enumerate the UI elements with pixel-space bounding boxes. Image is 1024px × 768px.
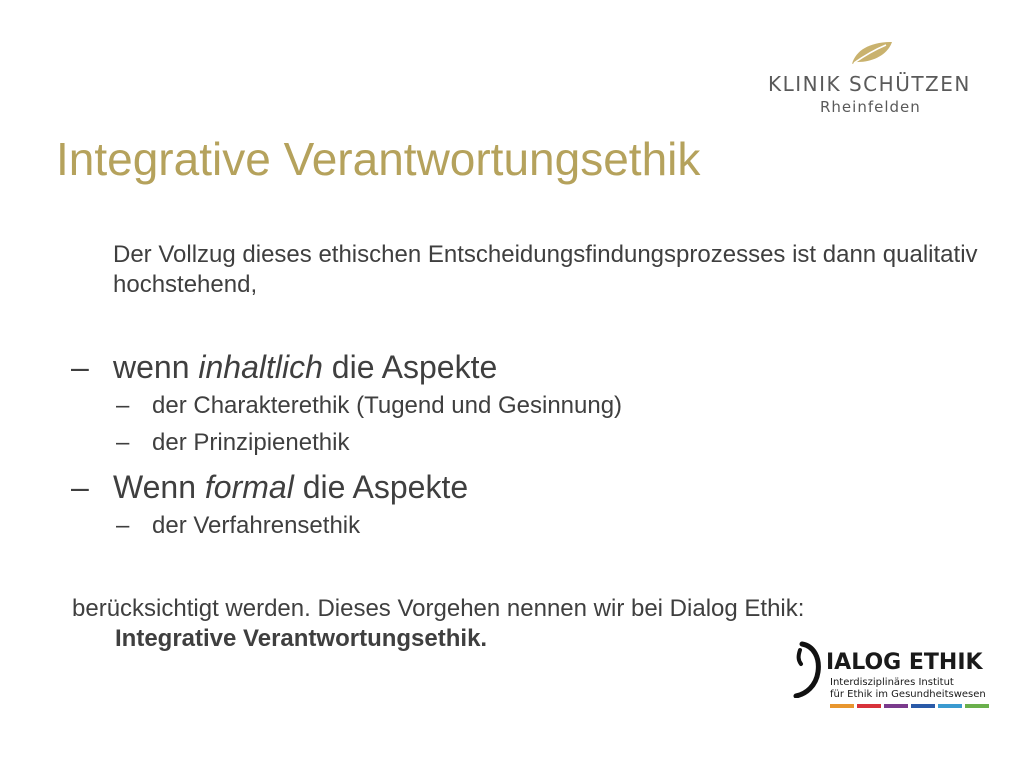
color-bar bbox=[857, 704, 881, 708]
sub-bullet-item bbox=[116, 392, 623, 420]
dialog-ethik-name: IALOG ETHIK bbox=[826, 650, 983, 675]
color-bars bbox=[830, 704, 989, 708]
sub-bullet-text: der Verfahrensethik bbox=[152, 512, 361, 539]
color-bar bbox=[965, 704, 989, 708]
color-bar bbox=[830, 704, 854, 708]
color-bar bbox=[938, 704, 962, 708]
klinik-name: KLINIK SCHÜTZEN bbox=[768, 72, 971, 96]
klinik-city: Rheinfelden bbox=[820, 98, 921, 116]
bullet-item bbox=[71, 469, 469, 506]
dialog-ethik-subtitle bbox=[830, 677, 986, 701]
bullet-text-pre: Wenn bbox=[113, 469, 205, 505]
dash-icon: – bbox=[116, 429, 130, 456]
color-bar bbox=[911, 704, 935, 708]
closing-line: berücksichtigt werden. Dieses Vorgehen nennen wir bei Dialog Ethik: bbox=[72, 595, 805, 622]
intro-text: Der Vollzug dieses ethischen Entscheidungsfindungsprozesses ist dann qualitativ hochstehend, bbox=[113, 241, 978, 298]
sub-bullet-item bbox=[116, 512, 361, 540]
sub-bullet-item bbox=[116, 429, 350, 457]
bullet-item bbox=[71, 349, 498, 386]
bullet-text-emphasis: inhaltlich bbox=[198, 349, 323, 385]
bullet-text-post: die Aspekte bbox=[293, 469, 469, 505]
closing-emphasis: Integrative Verantwortungsethik. bbox=[115, 625, 488, 652]
dialog-subtitle-line: für Ethik im Gesundheitswesen bbox=[830, 689, 986, 700]
color-bar bbox=[884, 704, 908, 708]
dialog-subtitle-line: Interdisziplinäres Institut bbox=[830, 677, 954, 688]
dash-icon: – bbox=[116, 512, 130, 539]
leaf-icon bbox=[848, 40, 894, 66]
slide-title: Integrative Verantwortungsethik bbox=[56, 133, 701, 185]
dash-icon: – bbox=[71, 469, 89, 505]
dash-icon: – bbox=[71, 349, 89, 385]
sub-bullet-text: der Prinzipienethik bbox=[152, 429, 350, 456]
closing-text bbox=[72, 594, 972, 654]
bullet-text-pre: wenn bbox=[113, 349, 199, 385]
bullet-text-post: die Aspekte bbox=[322, 349, 498, 385]
sub-bullet-text: der Charakterethik (Tugend und Gesinnung) bbox=[152, 392, 623, 419]
dash-icon: – bbox=[116, 392, 130, 419]
bullet-text-emphasis: formal bbox=[204, 469, 294, 505]
dialog-d-icon bbox=[792, 640, 822, 698]
